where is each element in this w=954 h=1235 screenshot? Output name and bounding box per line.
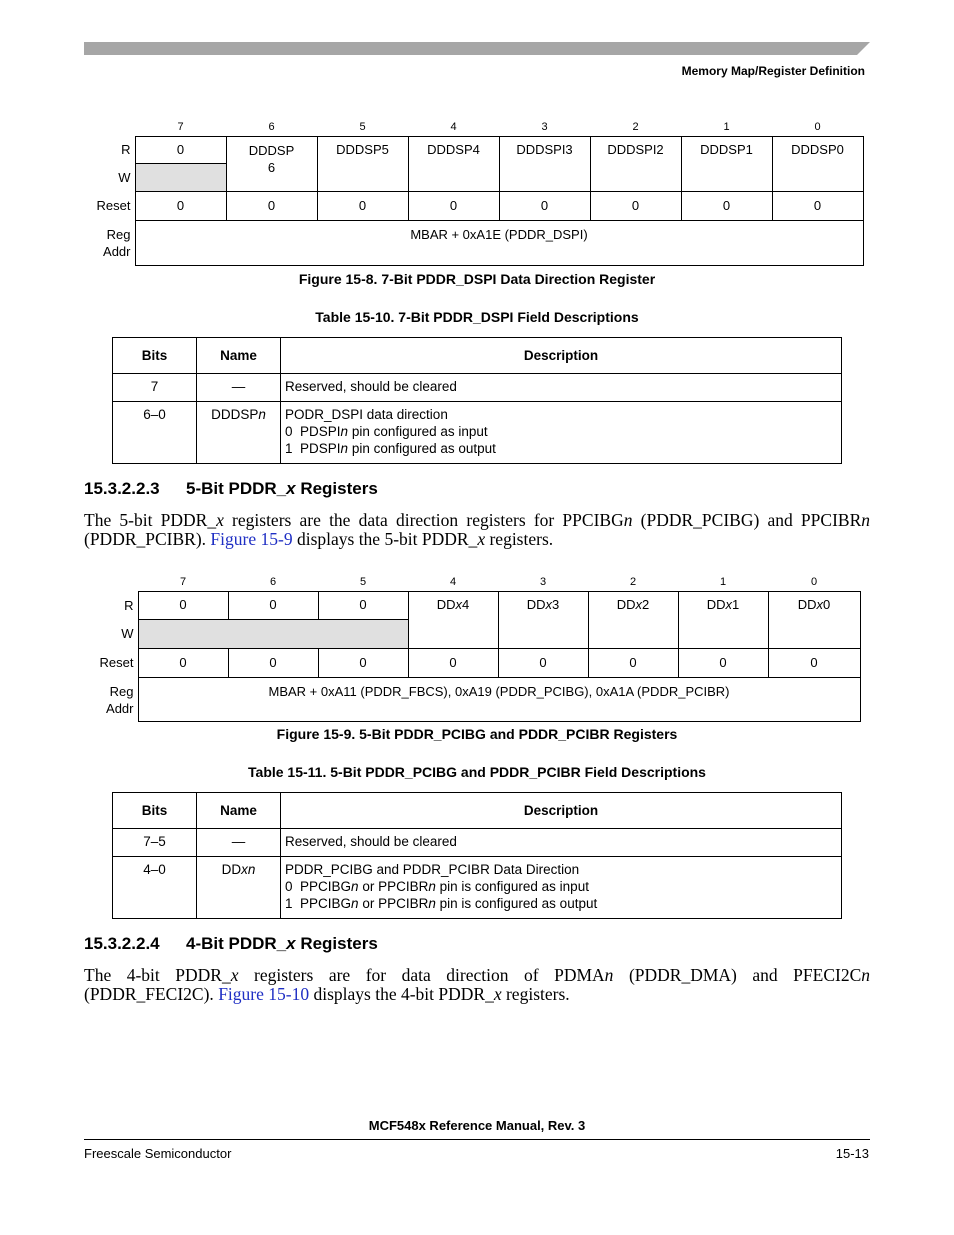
row-label-r: R [121,142,131,157]
col-header-bits: Bits [113,793,197,829]
figure-link[interactable]: Figure 15-10 [218,984,310,1004]
footer-manual-title: MCF548x Reference Manual, Rev. 3 [368,1118,586,1133]
figure-link[interactable]: Figure 15-9 [210,529,293,549]
field-dddsp1: DDDSP1 [681,136,772,191]
cell-bits: 6–0 [113,402,197,464]
field-dddsp4: DDDSP4 [408,136,499,191]
table-row [113,402,842,464]
field-ddx4: DDx4 [408,591,498,648]
row-label-reg-addr [84,220,135,265]
bit-number: 7 [179,575,187,588]
cell-description: PODR_DSPI data direction 0 PDSPIn pin configured as input 1 PDSPIn pin configured as output [281,402,842,464]
field-dddsp0: DDDSP0 [772,136,863,191]
register-address: MBAR + 0xA11 (PDDR_FBCS), 0xA19 (PDDR_PCIBG), 0xA1A (PDDR_PCIBR) [138,677,860,721]
reset-value: 0 [498,648,588,677]
cell-description: Reserved, should be cleared [281,829,842,857]
figure-caption-15-8: Figure 15-8. 7-Bit PDDR_DSPI Data Direction Register [298,271,656,287]
field-ddx0: DDx0 [768,591,860,648]
bit-number: 1 [719,575,727,588]
section-heading-15-3-2-2-3: 15.3.2.2.3 5-Bit PDDR_x Registers [84,479,378,498]
footer-rule [84,1139,870,1140]
table-row [113,857,842,919]
bit-number: 4 [450,120,457,133]
footer-company: Freescale Semiconductor [84,1146,232,1161]
cell-name: — [197,829,281,857]
bit-number: 7 [177,120,184,133]
figure-caption-15-9: Figure 15-9. 5-Bit PDDR_PCIBG and PDDR_PCIBR Registers [276,726,678,742]
bit-number: 2 [632,120,639,133]
cell-name: DDxn [197,857,281,919]
register-figure-15-8 [84,116,864,266]
row-label-addr: Addr [103,244,131,259]
reset-value: 0 [408,648,498,677]
table-row [113,829,842,857]
reset-value: 0 [228,648,318,677]
reset-value: 0 [772,191,863,220]
table-title-15-11: Table 15-11. 5-Bit PDDR_PCIBG and PDDR_PCIBR Field Descriptions [248,764,706,780]
reset-value: 0 [135,191,226,220]
row-label-addr: Addr [106,701,134,716]
col-header-description: Description [281,338,842,374]
bit-number: 3 [541,120,548,133]
reset-value: 0 [317,191,408,220]
bit-number: 6 [269,575,277,588]
col-header-name: Name [197,793,281,829]
field-ddx3: DDx3 [498,591,588,648]
body-paragraph: The 5-bit PDDR_x registers are the data direction registers for PPCIBGn (PDDR_PCIBG) and PPCIBRn (PDDR_PCIBR). Figure 15-9 displays the 5-bit PDDR_x registers. [84,510,870,549]
bit-number: 5 [359,575,367,588]
running-header-title: Memory Map/Register Definition [681,64,865,78]
reset-value: 0 [138,648,228,677]
cell-description: PDDR_PCIBG and PDDR_PCIBR Data Direction 0 PPCIBGn or PPCIBRn pin is configured as input 1 PPCIBGn or PPCIBRn pin is configured as output [281,857,842,919]
register-address: MBAR + 0xA1E (PDDR_DSPI) [135,220,863,265]
option-line: 0 PDSPIn pin configured as input [285,424,488,439]
reset-value: 0 [408,191,499,220]
field-dddsp6: DDDSP 6 [226,136,317,191]
col-header-bits: Bits [113,338,197,374]
row-label-reset: Reset [99,655,134,670]
row-label-w: W [118,169,131,185]
reset-value: 0 [768,648,860,677]
register-figure-15-9 [84,571,861,722]
reset-value: 0 [678,648,768,677]
field-dddspi2: DDDSPI2 [590,136,681,191]
cell-name: — [197,374,281,402]
cell-bits: 7–5 [113,829,197,857]
option-line: 1 PPCIBGn or PPCIBRn pin is configured as output [285,896,598,911]
row-label-w: W [121,626,134,641]
row-label-reg: Reg [106,227,131,242]
cell-name: DDDSPn [197,402,281,464]
reset-value: 0 [588,648,678,677]
bit-number: 2 [629,575,637,588]
section-heading-15-3-2-2-4: 15.3.2.2.4 4-Bit PDDR_x Registers [84,934,378,953]
body-paragraph: The 4-bit PDDR_x registers are for data direction of PDMAn (PDDR_DMA) and PFECI2Cn (PDDR_FECI2C). Figure 15-10 displays the 4-bit PDDR_x registers. [84,965,870,1004]
reset-value: 0 [499,191,590,220]
cell-bits: 4–0 [113,857,197,919]
field-dddspi3: DDDSPI3 [499,136,590,191]
bit-number: 0 [810,575,818,588]
row-label-reg-addr [84,677,138,721]
table-title-15-10: Table 15-10. 7-Bit PDDR_DSPI Field Descriptions [315,309,639,325]
option-line: 1 PDSPIn pin configured as output [285,441,496,456]
field-ddx2: DDx2 [588,591,678,648]
field-reserved-r: 0 [318,591,408,619]
table-row [113,374,842,402]
col-header-name: Name [197,338,281,374]
row-label-reset: Reset [96,198,131,213]
reset-value: 0 [318,648,408,677]
bit-number: 3 [539,575,547,588]
reset-value: 0 [681,191,772,220]
cell-description: Reserved, should be cleared [281,374,842,402]
field-ddx1: DDx1 [678,591,768,648]
field-reserved-r: 0 [135,136,226,163]
bit-number: 5 [359,120,366,133]
bit-number: 4 [449,575,457,588]
reserved-write-fill [138,619,408,648]
bit-number: 6 [268,120,275,133]
col-header-description: Description [281,793,842,829]
reset-value: 0 [226,191,317,220]
row-label-r: R [124,597,134,613]
field-dddsp5: DDDSP5 [317,136,408,191]
footer-page-number: 15-13 [835,1146,869,1161]
row-label-reg: Reg [109,684,134,699]
option-line: 0 PPCIBGn or PPCIBRn pin is configured as input [285,879,589,894]
cell-bits: 7 [113,374,197,402]
field-reserved-r: 0 [138,591,228,619]
reserved-write-fill [135,163,226,191]
bit-number: 1 [723,120,730,133]
field-reserved-r: 0 [228,591,318,619]
reset-value: 0 [590,191,681,220]
bit-number: 0 [814,120,821,133]
header-bar [84,42,870,55]
field-table-15-10 [112,337,842,464]
field-table-15-11 [112,792,842,919]
